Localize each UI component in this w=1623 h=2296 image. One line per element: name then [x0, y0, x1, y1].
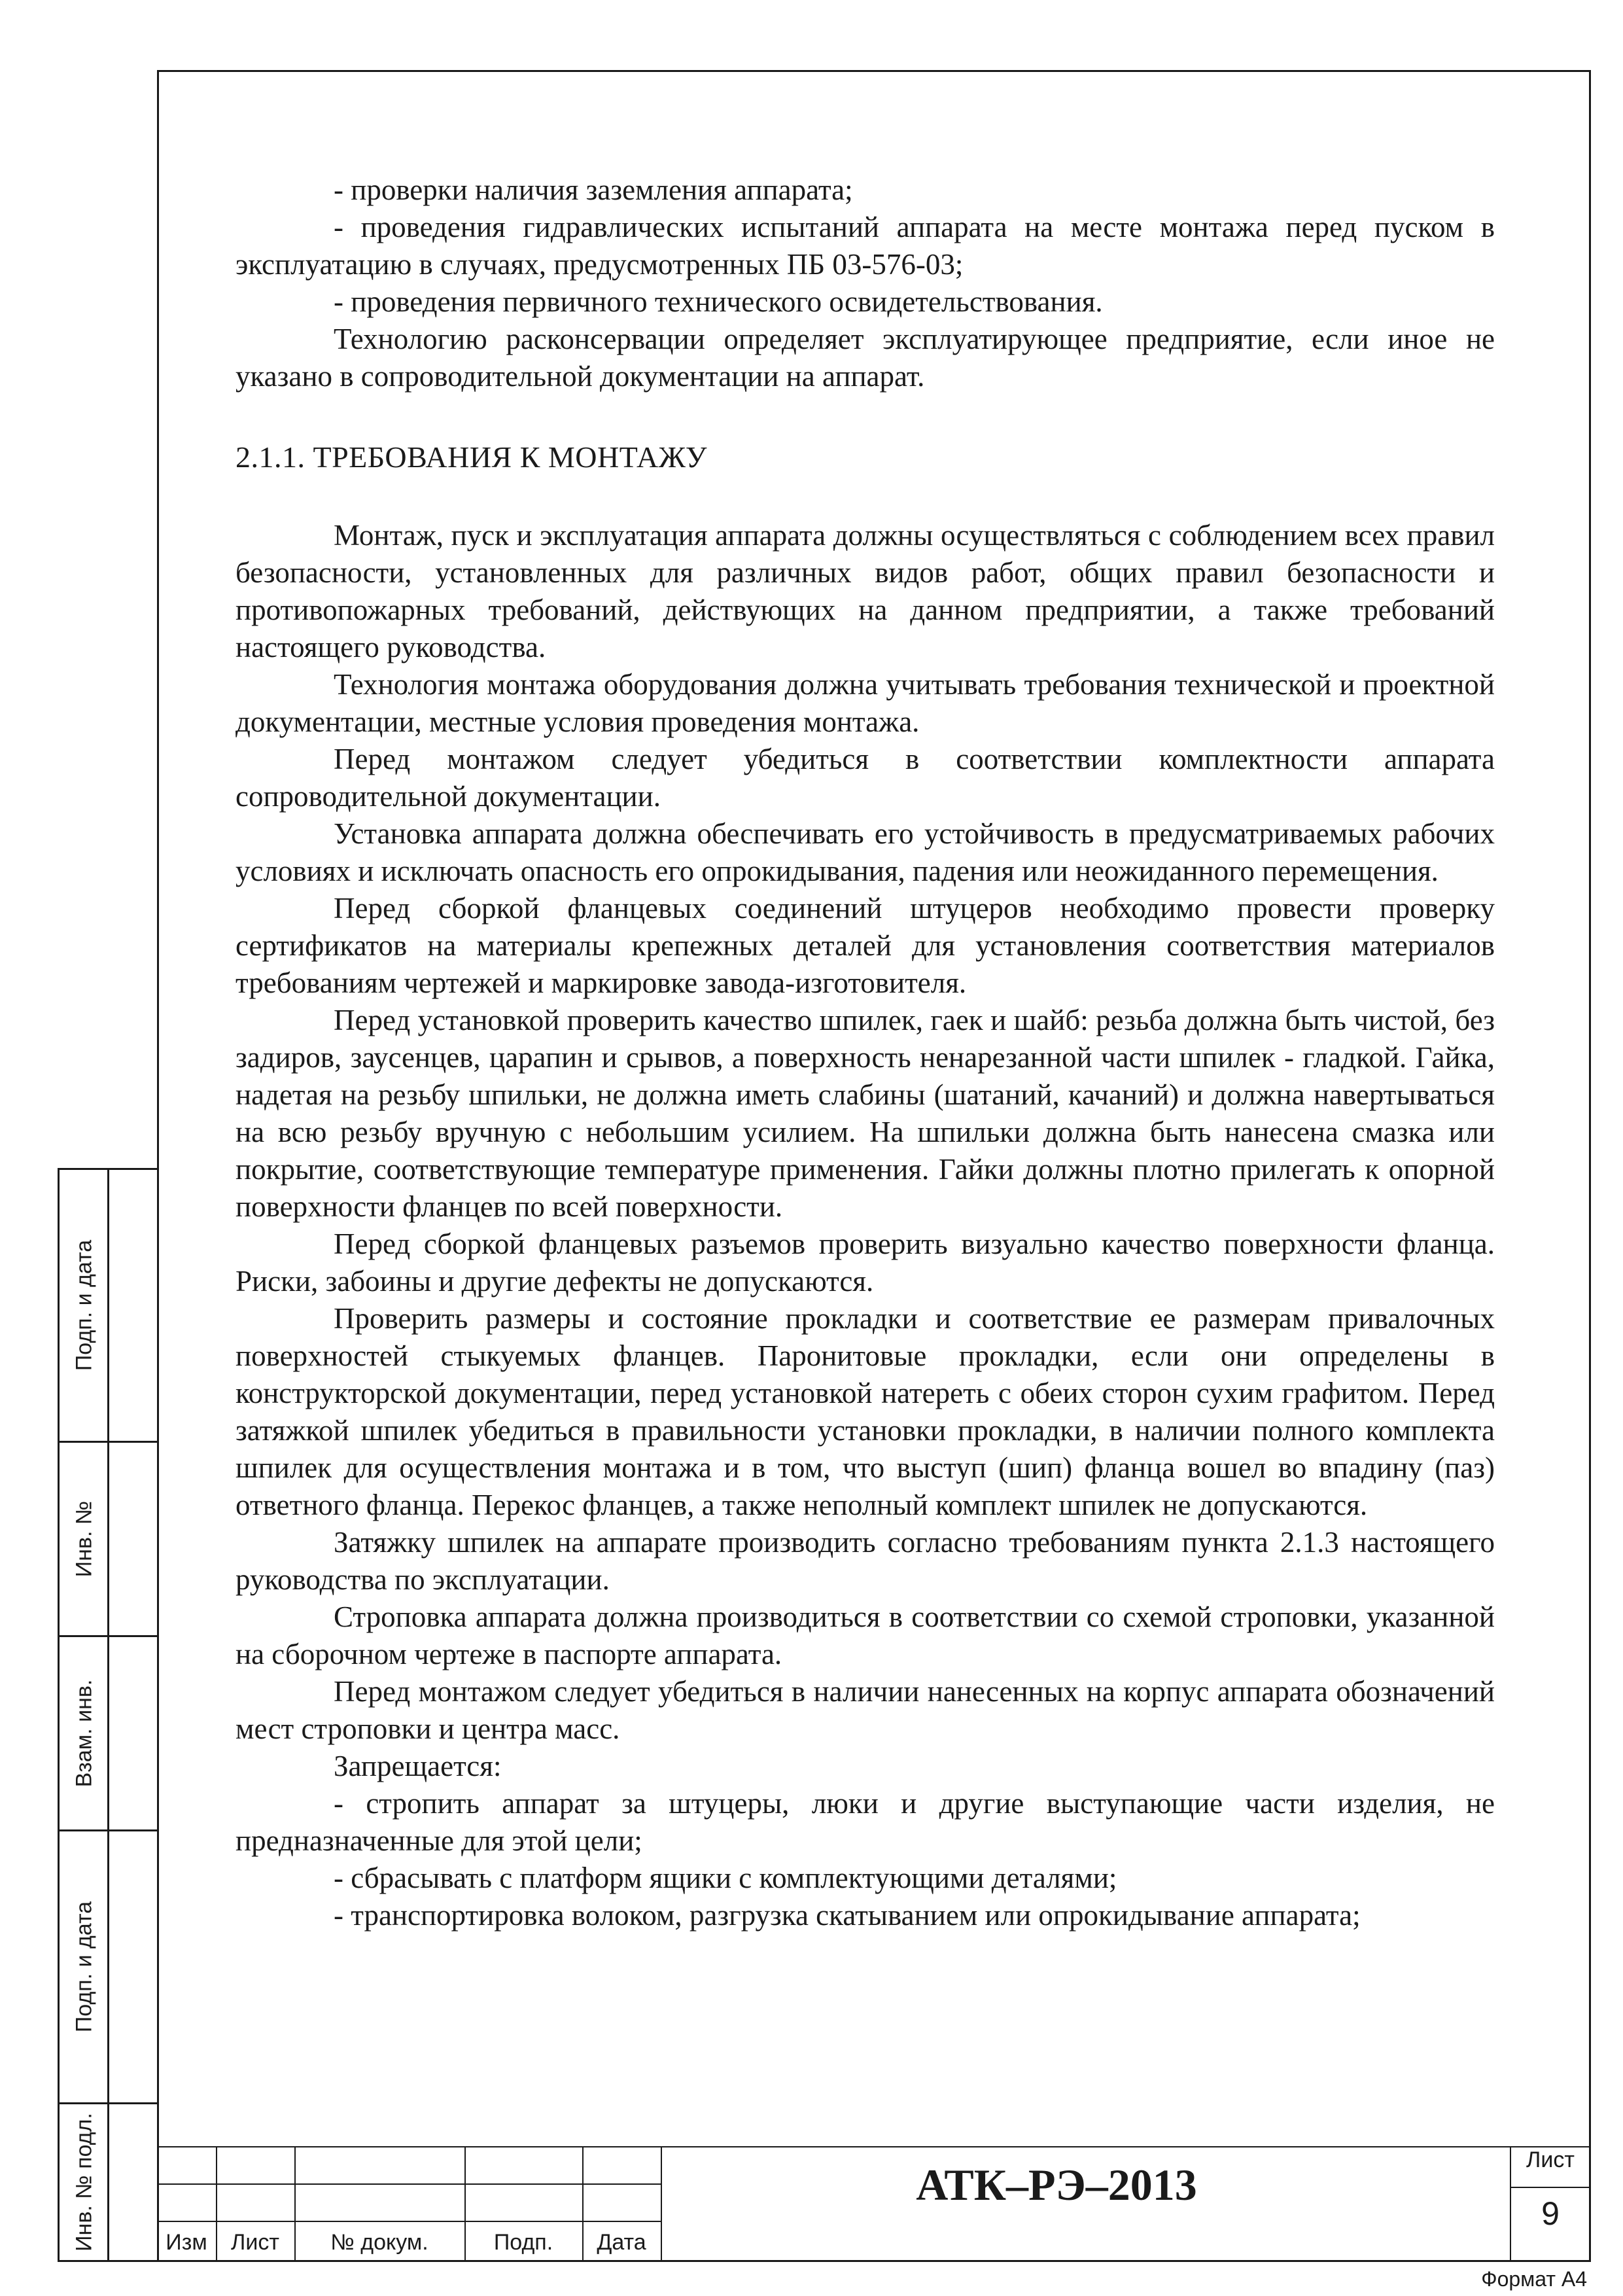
col-podp: Подп.: [493, 2230, 553, 2255]
side-label-vzam-inv: Взам. инв.: [71, 1679, 97, 1788]
paragraph: Монтаж, пуск и эксплуатация аппарата должны осуществляться с соблюдением всех правил безопасности, установленных для различных видов работ, общих правил безопасности и противопожарных требований, действующих на данном предприятии, а также требований настоящего руководства.: [236, 519, 1495, 663]
paragraph: Строповка аппарата должна производиться в соответствии со схемой строповки, указанной на сборочном чертеже в паспорте аппарата.: [236, 1600, 1495, 1670]
format-label: Формат А4: [1481, 2267, 1587, 2291]
paragraph: - стропить аппарат за штуцеры, люки и другие выступающие части изделия, не предназначенные для этой цели;: [236, 1787, 1495, 1857]
paragraph: Перед сборкой фланцевых разъемов проверить визуально качество поверхности фланца. Риски, забоины и другие дефекты не допускаются.: [236, 1227, 1495, 1298]
paragraph: - проведения гидравлических испытаний аппарата на месте монтажа перед пуском в эксплуатацию в случаях, предусмотренных ПБ 03-576-03;: [236, 211, 1495, 281]
paragraph: Затяжку шпилек на аппарате производить согласно требованиям пункта 2.1.3 настоящего руководства по эксплуатации.: [236, 1526, 1495, 1596]
paragraph: Перед монтажом следует убедиться в наличии нанесенных на корпус аппарата обозначений мест строповки и центра масс.: [236, 1675, 1495, 1745]
paragraph: - проверки наличия заземления аппарата;: [334, 173, 853, 206]
col-data: Дата: [597, 2230, 646, 2255]
side-stamp-inv-no: [58, 1441, 157, 1637]
col-list: Лист: [231, 2230, 279, 2255]
paragraph: - сбрасывать с платформ ящики с комплектующими деталями;: [334, 1862, 1117, 1894]
paragraph: Перед установкой проверить качество шпилек, гаек и шайб: резьба должна быть чистой, без задиров, заусенцев, царапин и срывов, а поверхность ненарезанной части шпилек - гладкой. Гайка, надетая на резьбу шпильки, не должна иметь слабины (шатаний, качаний) и должна навертываться на всю резьбу вручную с небольшим усилием. На шпильки должна быть нанесена смазка или покрытие, соответствующие температуре применения. Гайки должны плотно прилегать к опорной поверхности фланцев по всей поверхности.: [236, 1004, 1495, 1223]
paragraph: Установка аппарата должна обеспечивать его устойчивость в предусматриваемых рабочих условиях и исключать опасность его опрокидывания, падения или неожиданного перемещения.: [236, 817, 1495, 887]
side-label-inv-no: Инв. №: [71, 1500, 97, 1578]
side-label-podp-data-2: Подп. и дата: [71, 1901, 97, 2033]
side-label-inv-no-podl: Инв. № подл.: [71, 2113, 97, 2252]
side-stamp-vzam-inv: [58, 1635, 157, 1831]
paragraph: - проведения первичного технического освидетельствования.: [334, 285, 1103, 318]
sheet-number: 9: [1541, 2195, 1560, 2232]
sheet-label: Лист: [1526, 2147, 1575, 2172]
paragraph: Перед монтажом следует убедиться в соответствии комплектности аппарата сопроводительной документации.: [236, 743, 1495, 813]
intro-text: [236, 171, 1495, 395]
col-izm: Изм: [166, 2230, 207, 2255]
main-text: [236, 517, 1495, 1934]
title-block: [157, 2146, 1591, 2262]
paragraph: Перед сборкой фланцевых соединений штуцеров необходимо провести проверку сертификатов на материалы крепежных деталей для установления соответствия материалов требованиям чертежей и маркировке завода-изготовителя.: [236, 892, 1495, 999]
col-doc: № докум.: [330, 2230, 428, 2255]
document-code: АТК–РЭ–2013: [916, 2160, 1197, 2210]
side-stamp-inv-no-podl: [58, 2102, 157, 2262]
paragraph: - транспортировка волоком, разгрузка скатыванием или опрокидывание аппарата;: [334, 1899, 1361, 1932]
side-stamp-podp-data-top: [58, 1168, 157, 1443]
side-label-podp-data: Подп. и дата: [71, 1239, 97, 1371]
paragraph: Запрещается:: [334, 1750, 502, 1782]
side-stamp-podp-data-bottom: [58, 1829, 157, 2104]
paragraph: Технология монтажа оборудования должна учитывать требования технической и проектной документации, местные условия проведения монтажа.: [236, 668, 1495, 738]
paragraph: Проверить размеры и состояние прокладки и соответствие ее размерам привалочных поверхностей стыкуемых фланцев. Паронитовые прокладки, если они определены в конструкторской документации, перед установкой натереть с обеих сторон сухим графитом. Перед затяжкой шпилек убедиться в правильности установки прокладки, в наличии полного комплекта шпилек для осуществления монтажа и в том, что выступ (шип) фланца вошел во впадину (паз) ответного фланца. Перекос фланцев, а также неполный комплект шпилек не допускаются.: [236, 1302, 1495, 1521]
paragraph: Технологию расконсервации определяет эксплуатирующее предприятие, если иное не указано в сопроводительной документации на аппарат.: [236, 323, 1495, 393]
section-heading: 2.1.1. ТРЕБОВАНИЯ К МОНТАЖУ: [236, 440, 707, 474]
